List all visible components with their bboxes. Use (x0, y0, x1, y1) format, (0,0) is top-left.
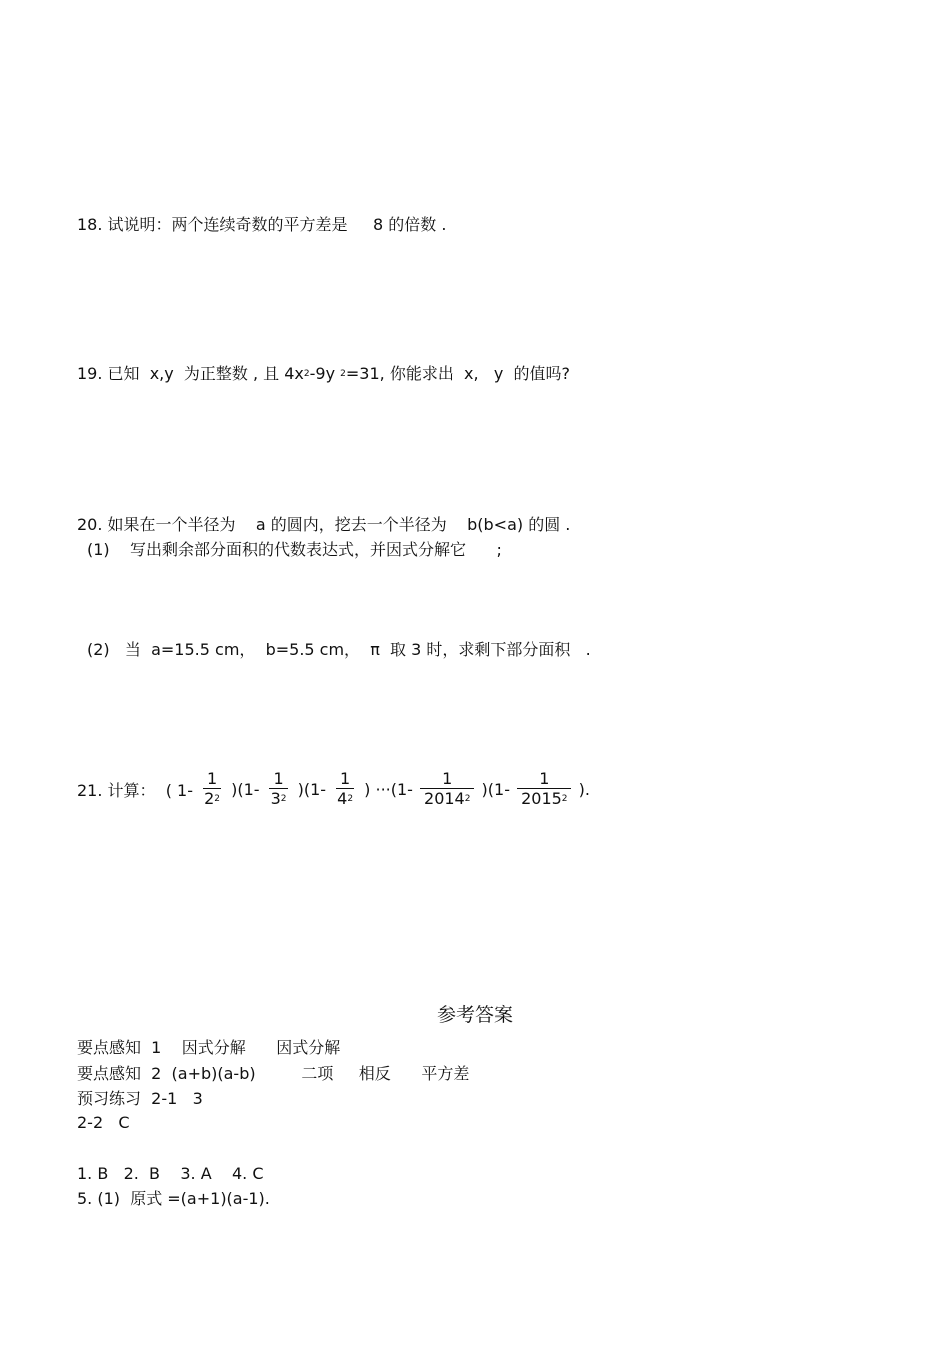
fraction-3-base: 4 (337, 788, 348, 808)
fraction-5-exponent: 2 (561, 793, 568, 804)
q21-prefix: 21. 计算： ( 1- (77, 780, 199, 800)
answer-line: 2-2 C (77, 1113, 130, 1132)
answer-line: 要点感知 2 (a+b)(a-b) 二项 相反 平方差 (77, 1064, 470, 1083)
fraction-5-denominator (517, 789, 571, 809)
q21-separator-4: )(1- (476, 779, 516, 799)
fraction-2-numerator: 1 (269, 770, 287, 789)
fraction-1-base: 2 (204, 788, 215, 808)
q21-suffix: ). (573, 779, 590, 799)
q21-separator-1: )(1- (226, 779, 265, 799)
fraction-4-numerator: 1 (420, 770, 474, 789)
answer-line: 1. B 2. B 3. A 4. C (77, 1164, 264, 1183)
question-21 (77, 764, 590, 814)
fraction-4-base: 2014 (424, 788, 465, 808)
fraction-3-denominator (333, 789, 357, 809)
answers-title: 参考答案 (436, 1004, 513, 1026)
fraction-5 (517, 770, 571, 809)
q19-text-3: =31, 你能求出 x, y 的值吗? (345, 364, 570, 383)
question-20: 20. 如果在一个半径为 a 的圆内，挖去一个半径为 b(b<a) 的圆 . (77, 515, 571, 534)
q19-exponent-2: 2 (340, 369, 346, 379)
fraction-2-exponent: 2 (280, 793, 287, 804)
fraction-2 (267, 770, 291, 809)
question-19 (77, 364, 570, 384)
fraction-2-denominator (267, 789, 291, 809)
answer-line: 预习练习 2-1 3 (77, 1089, 203, 1108)
fraction-5-base: 2015 (521, 788, 562, 808)
fraction-3 (333, 770, 357, 809)
fraction-1-exponent: 2 (214, 793, 220, 804)
fraction-1 (200, 770, 224, 809)
answer-line: 要点感知 1 因式分解 因式分解 (77, 1038, 341, 1057)
q21-separator-3: ) ···(1- (359, 779, 419, 799)
q19-exponent-1: 2 (303, 369, 310, 379)
q19-text-2: -9y (309, 364, 341, 383)
question-18: 18. 试说明：两个连续奇数的平方差是 8 的倍数 . (77, 215, 447, 234)
fraction-3-exponent: 2 (347, 793, 354, 804)
fraction-4 (420, 770, 474, 809)
fraction-1-denominator (200, 789, 224, 809)
fraction-3-numerator: 1 (336, 770, 354, 789)
fraction-5-numerator: 1 (517, 770, 571, 789)
fraction-2-base: 3 (270, 788, 281, 808)
fraction-4-denominator (420, 789, 474, 809)
question-20-part-2: (2) 当 a=15.5 cm， b=5.5 cm， π 取 3 时，求剩下部分面积 . (87, 640, 591, 659)
fraction-1-numerator: 1 (203, 770, 221, 789)
q19-text-1: 19. 已知 x,y 为正整数 , 且 4x (77, 364, 304, 383)
fraction-4-exponent: 2 (464, 793, 471, 804)
answer-line: 5. (1) 原式 =(a+1)(a-1). (77, 1189, 270, 1208)
q21-separator-2: )(1- (292, 779, 332, 799)
question-20-part-1: (1) 写出剩余部分面积的代数表达式，并因式分解它 ; (87, 540, 502, 559)
